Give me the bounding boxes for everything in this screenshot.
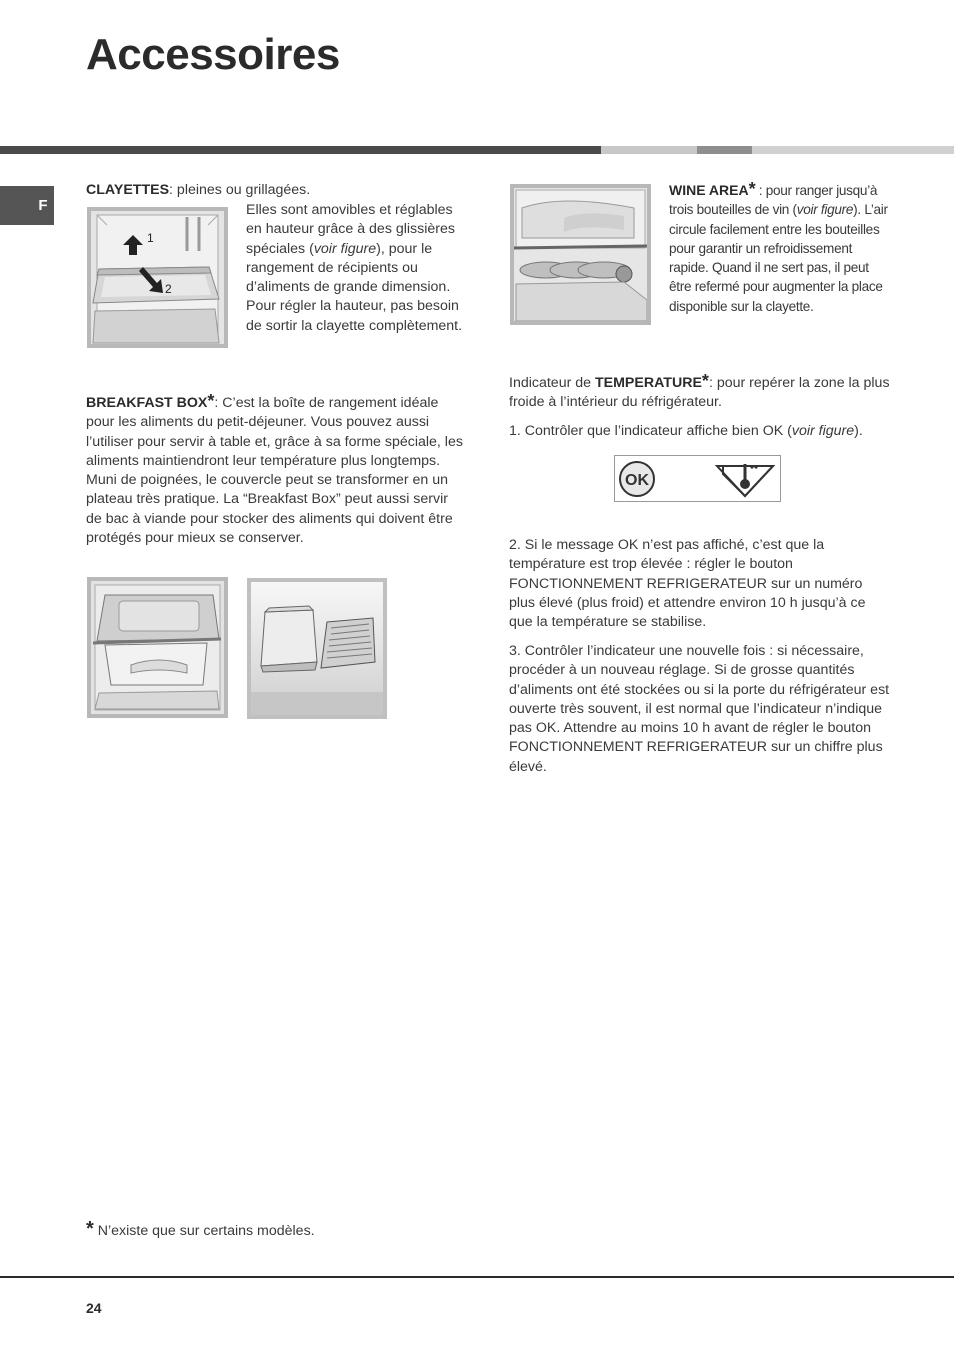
breakfast-box-paragraph	[86, 391, 466, 548]
temperature-prefix: Indicateur de	[509, 375, 595, 391]
clayettes-intro	[86, 181, 466, 200]
wine-area-voir-figure: voir figure	[796, 202, 854, 218]
wine-area-paragraph	[669, 181, 889, 316]
temperature-step-2: 2. Si le message OK n’est pas affiché, c’est que la température est trop élevée : régler le bouton FONCTIONNEMENT REFRIGERATEUR sur un numéro plus élevé (plus froid) et attendre environ 10 h jusqu’à ce que la température se stabilise.	[509, 537, 866, 631]
page-title: Accessoires	[86, 30, 340, 79]
footnote	[86, 1218, 315, 1240]
temperature-body: : pour repérer la zone la plus froide à l’intérieur du réfrigérateur.	[509, 375, 890, 411]
shelf-figure-label-2: 2	[165, 282, 172, 296]
temperature-heading: TEMPERATURE	[594, 375, 702, 391]
header-rule-light-2	[752, 146, 954, 154]
clayettes-voir-figure: voir figure	[313, 240, 377, 257]
page-number: 24	[86, 1300, 102, 1316]
wine-area-figure	[510, 184, 651, 325]
breakfast-box-heading: BREAKFAST BOX	[86, 395, 208, 411]
header-rule-light	[601, 146, 697, 154]
temperature-asterisk: *	[701, 371, 709, 391]
language-tab: F	[0, 186, 54, 225]
footnote-asterisk: *	[86, 1218, 94, 1240]
thermometer-icon	[717, 464, 773, 496]
step-1-end: ).	[854, 423, 863, 439]
wine-area-body-1: : pour ranger jusqu’à trois bouteilles de vin (	[669, 183, 878, 218]
temperature-intro	[509, 371, 891, 413]
clayettes-intro-text: : pleines ou grillagées.	[169, 182, 311, 198]
clayettes-heading: CLAYETTES	[86, 182, 170, 198]
wine-area-body-2: ). L’air circule facilement entre les bouteilles pour garantir un refroidissement rapide. Quand il ne sert pas, il peut être refermé pour augmenter la place disponible sur la clayette.	[669, 202, 888, 314]
ok-indicator-text: OK	[625, 472, 649, 489]
header-rule-mid	[697, 146, 752, 154]
clayettes-body-2: ), pour le rangement de récipients ou d’aliments de grande dimension. Pour régler la hauteur, pas besoin de sortir la clayette complètement.	[246, 240, 463, 334]
clayettes-body	[246, 201, 468, 336]
shelf-figure-label-1: 1	[147, 231, 154, 245]
breakfast-box-body: : C’est la boîte de rangement idéale pour les aliments du petit-déjeuner. Vous pouvez aussi l’utiliser pour servir à table et, grâce à sa forme spéciale, les aliments maintiendront leur température plus longtemps. Muni de poignées, le couvercle peut se transformer en un plateau très pratique. La “Breakfast Box” peut aussi servir de bac à viande pour stocker des aliments qui doivent être protégés pour mieux se conserver.	[86, 395, 463, 547]
temperature-step-3: 3. Contrôler l’indicateur une nouvelle fois : si nécessaire, procéder à un nouveau réglage. Si de grosse quantités d’aliments ont été stockées ou si la porte du réfrigérateur est ouverte très souvent, il est normal que l’indicateur n’indique pas OK. Attendre au moins 10 h avant de régler le bouton FONCTIONNEMENT REFRIGERATEUR sur un chiffre plus élevé.	[509, 643, 890, 775]
step-1-voir-figure: voir figure	[791, 423, 855, 439]
header-rule-dark	[0, 146, 601, 154]
wine-area-asterisk: *	[748, 179, 756, 199]
shelf-figure	[87, 207, 228, 348]
wine-area-heading: WINE AREA	[669, 182, 749, 198]
breakfast-box-tray-figure	[247, 578, 387, 719]
step-1-text: 1. Contrôler que l’indicateur affiche bien OK (	[509, 423, 792, 439]
footer-rule	[0, 1276, 954, 1278]
footnote-text: N’existe que sur certains modèles.	[97, 1223, 315, 1239]
breakfast-box-installed-figure	[87, 577, 228, 718]
breakfast-box-asterisk: *	[207, 391, 215, 411]
temperature-step-1	[509, 422, 891, 441]
temperature-indicator-figure	[614, 455, 781, 502]
clayettes-body-1: Elles sont amovibles et réglables en hauteur grâce à des glissières spéciales (	[246, 202, 455, 257]
